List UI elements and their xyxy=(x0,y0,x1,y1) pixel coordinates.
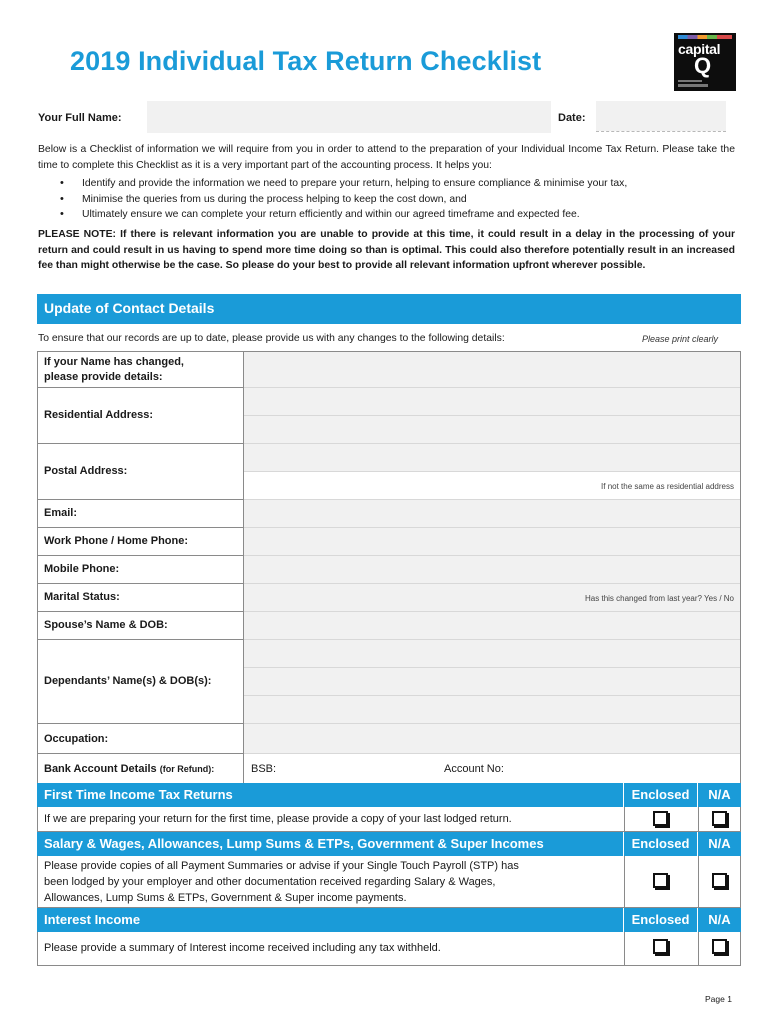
logo-stripes xyxy=(678,35,732,39)
bank-label-text: Bank Account Details xyxy=(44,763,157,775)
na-column-header: N/A xyxy=(697,783,741,807)
logo-word: capital xyxy=(678,41,721,57)
marital-hint: Has this changed from last year? Yes / No xyxy=(585,594,734,603)
spouse-label: Spouse’s Name & DOB: xyxy=(38,612,244,640)
enclosed-cell xyxy=(624,807,698,831)
row-text: If we are preparing your return for the first time, please provide a copy of your last lodged return. xyxy=(44,813,512,825)
work-phone-label: Work Phone / Home Phone: xyxy=(38,528,244,556)
dependants-field-2[interactable] xyxy=(244,668,740,696)
postal-field-1[interactable] xyxy=(244,444,740,472)
contact-details-table xyxy=(37,351,741,784)
spouse-field[interactable] xyxy=(244,612,740,640)
enclosed-column-header: Enclosed xyxy=(623,832,697,856)
first-time-header xyxy=(37,783,741,807)
na-cell xyxy=(698,856,741,907)
row-text-line: Please provide copies of all Payment Summaries or advise if your Single Touch Payroll (STP) has xyxy=(44,860,519,872)
section-title: First Time Income Tax Returns xyxy=(44,787,233,802)
first-time-row xyxy=(37,807,741,832)
logo-tagline xyxy=(678,80,702,82)
logo-tagline xyxy=(678,84,708,87)
postal-hint: If not the same as residential address xyxy=(601,482,734,491)
intro-text: Below is a Checklist of information we will require from you in order to attend to the preparation of your Individual Income Tax Return. Please take the time to complete this Checklist as it is a very important part of the accounting process. It helps you: xyxy=(38,144,735,171)
dependants-field-1[interactable] xyxy=(244,640,740,668)
email-field[interactable] xyxy=(244,500,740,528)
residential-field-1[interactable] xyxy=(244,388,740,416)
list-item: • Identify and provide the information we need to prepare your return, helping to ensure compliance & minimise your tax, xyxy=(60,176,740,192)
marital-field[interactable] xyxy=(244,584,740,612)
bank-label-small: (for Refund): xyxy=(159,764,215,774)
occupation-field[interactable] xyxy=(244,724,740,754)
salary-header xyxy=(37,832,741,856)
dependants-label: Dependants’ Name(s) & DOB(s): xyxy=(38,640,244,724)
enclosed-checkbox[interactable] xyxy=(653,873,668,888)
capital-q-logo xyxy=(674,33,736,91)
marital-label: Marital Status: xyxy=(38,584,244,612)
mobile-field[interactable] xyxy=(244,556,740,584)
enclosed-column-header: Enclosed xyxy=(623,908,697,932)
na-cell xyxy=(698,807,741,831)
work-phone-field[interactable] xyxy=(244,528,740,556)
print-clearly-note: Please print clearly xyxy=(642,334,719,344)
enclosed-column-header: Enclosed xyxy=(623,783,697,807)
row-text: Please provide a summary of Interest income received including any tax withheld. xyxy=(44,942,441,954)
row-text-line: been lodged by your employer and other documentation received regarding Salary & Wages, xyxy=(44,876,496,888)
list-item: • Ultimately ensure we can complete your return efficiently and within our agreed timeframe and expected fee. xyxy=(60,207,740,223)
records-instruction: To ensure that our records are up to date, please provide us with any changes to the following details: xyxy=(38,333,505,344)
date-underline xyxy=(596,131,726,132)
bank-label xyxy=(38,754,244,784)
occupation-label: Occupation: xyxy=(38,724,244,754)
postal-label: Postal Address: xyxy=(38,444,244,500)
full-name-field[interactable] xyxy=(147,101,551,133)
row-text-line: Allowances, Lump Sums & ETPs, Government & Super income payments. xyxy=(44,892,407,904)
contact-section-header xyxy=(37,294,741,324)
postal-field-2[interactable] xyxy=(244,472,740,500)
na-cell xyxy=(698,932,741,965)
enclosed-checkbox[interactable] xyxy=(653,939,668,954)
salary-row xyxy=(37,856,741,908)
interest-row xyxy=(37,932,741,966)
dependants-field-3[interactable] xyxy=(244,696,740,724)
page-title: 2019 Individual Tax Return Checklist xyxy=(70,46,542,76)
section-title: Interest Income xyxy=(44,912,141,927)
mobile-label: Mobile Phone: xyxy=(38,556,244,584)
interest-header xyxy=(37,908,741,932)
na-checkbox[interactable] xyxy=(712,873,727,888)
enclosed-cell xyxy=(624,932,698,965)
please-note: PLEASE NOTE: If there is relevant information you are unable to provide at this time, it could result in a delay in the processing of your return and could result in us having to spend more time doing so than is optimal. This could also therefore potentially result in an increased fee than might otherwise be the case. So please do your best to provide all relevant information upfront wherever possible. xyxy=(38,229,735,271)
list-item: • Minimise the queries from us during the process helping to keep the cost down, and xyxy=(60,192,740,208)
bsb-label: BSB: xyxy=(251,763,277,775)
enclosed-cell xyxy=(624,856,698,907)
residential-label: Residential Address: xyxy=(38,388,244,444)
page-number: Page 1 xyxy=(705,994,732,1004)
benefits-list xyxy=(60,176,740,223)
name-changed-field[interactable] xyxy=(244,352,740,388)
na-column-header: N/A xyxy=(697,832,741,856)
logo-letter: Q xyxy=(694,53,712,78)
section-title: Salary & Wages, Allowances, Lump Sums & ETPs, Government & Super Incomes xyxy=(44,836,544,851)
name-changed-label: If your Name has changed, please provide details: xyxy=(38,352,244,388)
residential-field-2[interactable] xyxy=(244,416,740,444)
section-title: Update of Contact Details xyxy=(44,300,215,316)
na-checkbox[interactable] xyxy=(712,939,727,954)
full-name-label: Your Full Name: xyxy=(38,112,122,124)
email-label: Email: xyxy=(38,500,244,528)
na-column-header: N/A xyxy=(697,908,741,932)
account-no-label: Account No: xyxy=(444,763,504,775)
date-label: Date: xyxy=(558,112,586,124)
date-field[interactable] xyxy=(596,101,726,131)
enclosed-checkbox[interactable] xyxy=(653,811,668,826)
na-checkbox[interactable] xyxy=(712,811,727,826)
bank-field[interactable] xyxy=(244,754,740,784)
